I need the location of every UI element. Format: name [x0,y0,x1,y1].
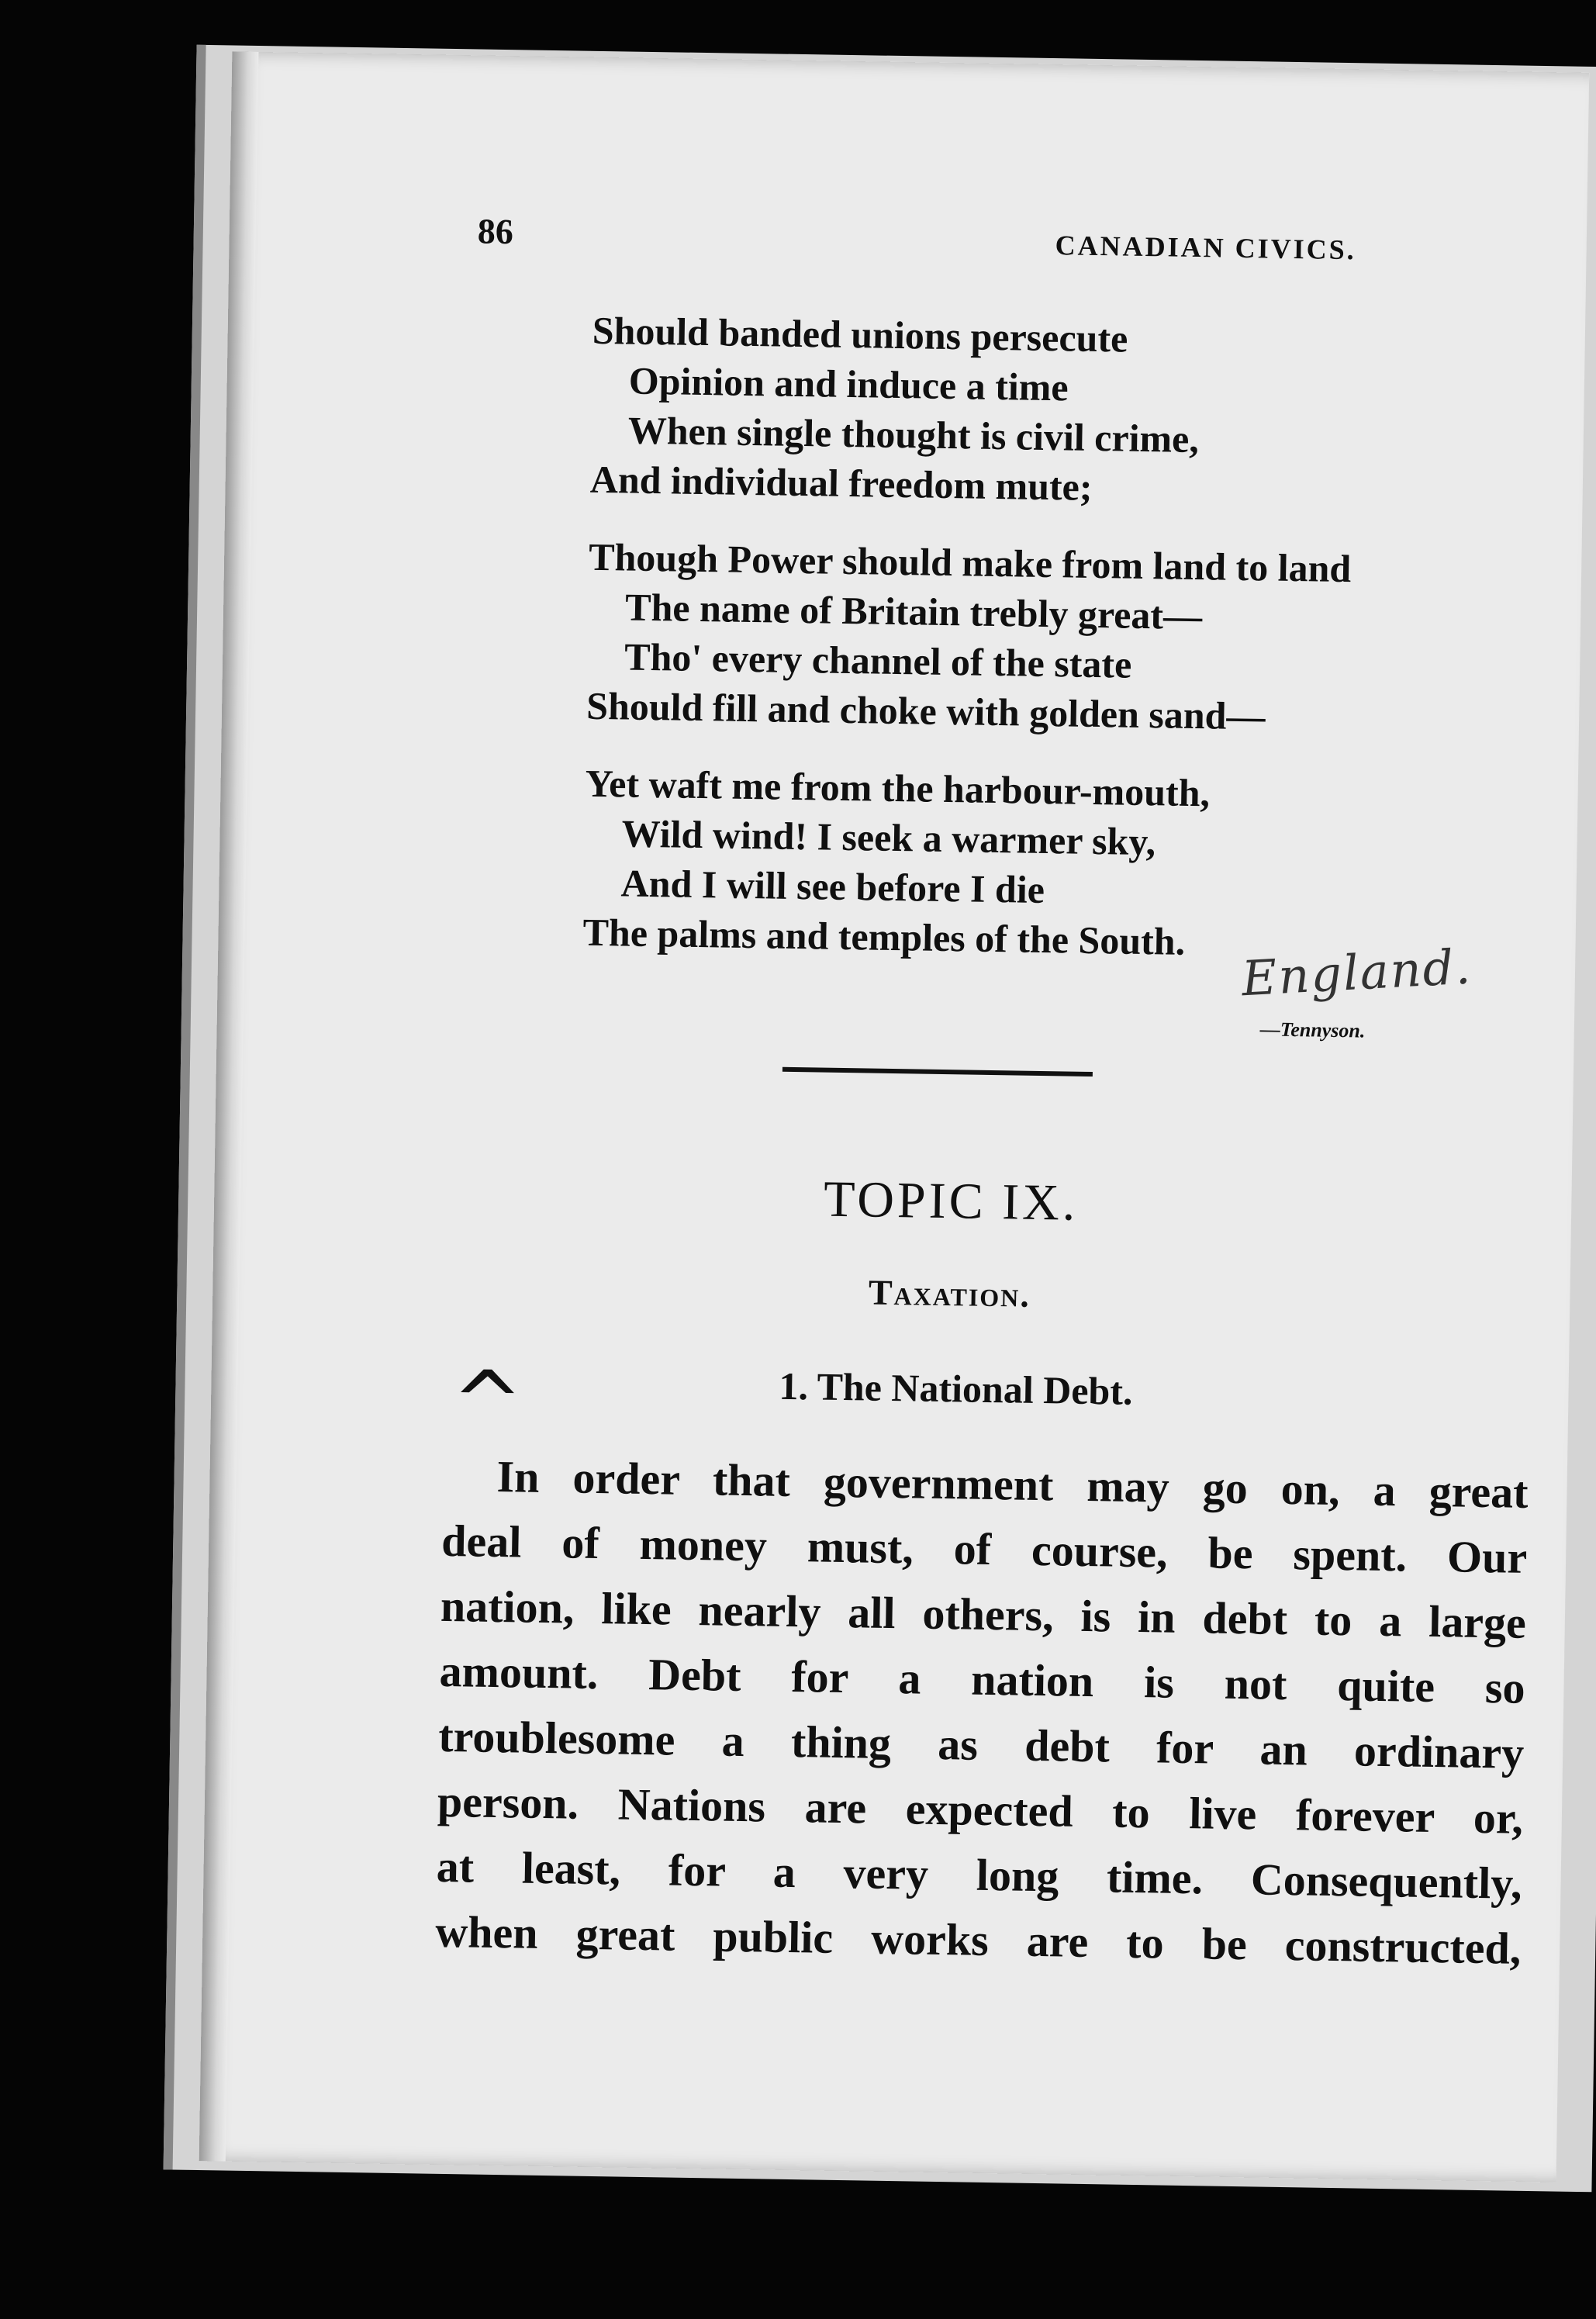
poem-line: The palms and temples of the South. [582,910,1186,963]
poem-attribution: —Tennyson. [1259,1018,1366,1042]
section-heading: 1. The National Debt. [779,1363,1133,1413]
handwritten-annotation: England. [1240,938,1473,1007]
poem-line: Should fill and choke with golden sand— [586,683,1266,738]
poem [582,306,1524,1000]
poem-line: The name of Britain trebly great— [624,585,1203,638]
poem-line: Tho' every channel of the state [624,634,1132,686]
book-page [199,51,1590,2182]
poem-stanza-3 [582,759,1516,972]
body-line: person. Nations are expected to live forever or, [437,1775,1524,1844]
topic-heading: TOPIC IX. [823,1170,1079,1232]
poem-line: Opinion and induce a time [628,358,1069,410]
poem-line: And individual freedom mute; [589,457,1093,509]
body-line: at least, for a very long time. Consequently, [436,1840,1523,1909]
running-head [477,210,1532,273]
body-line: deal of money must, of course, be spent. Our [440,1515,1528,1583]
body-line: when great public works are to be constructed, [434,1906,1522,1974]
body-paragraph [435,1443,1529,1982]
body-line: In order that government may go on, a great [496,1451,1529,1518]
body-line: amount. Debt for a nation is not quite so [439,1645,1526,1713]
topic-subheading: Taxation. [868,1272,1031,1315]
page-number: 86 [477,211,514,252]
poem-line: Should banded unions persecute [592,308,1128,361]
body-line: troublesome a thing as debt for an ordinary [437,1710,1525,1778]
body-line: nation, like nearly all others, is in debt to a large [440,1580,1527,1648]
handwritten-caret-mark: ^ [451,1352,524,1453]
poem-line: Though Power should make from land to land [588,534,1352,591]
poem-line: And I will see before I die [620,861,1045,912]
poem-line: When single thought is civil crime, [627,408,1200,461]
poem-line: Wild wind! I seek a warmer sky, [621,811,1156,864]
running-title: CANADIAN CIVICS. [1055,230,1356,266]
section-divider-rule [782,1067,1093,1077]
poem-stanza-1 [589,306,1523,519]
poem-stanza-2 [586,532,1520,745]
poem-line: Yet waft me from the harbour-mouth, [585,761,1211,815]
